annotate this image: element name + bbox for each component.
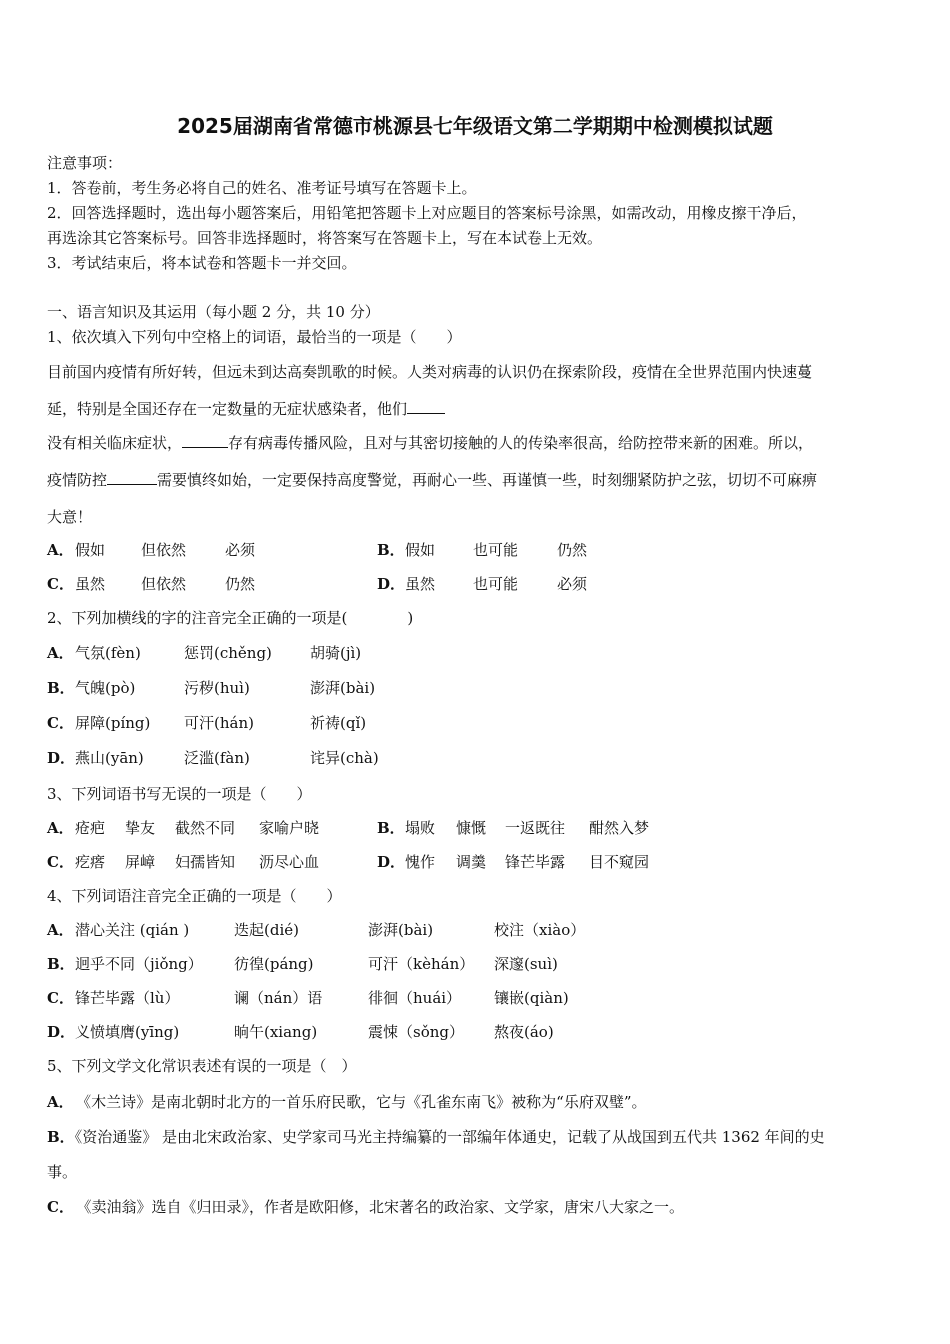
option-label: D． <box>47 1023 76 1041</box>
option-word: 必须 <box>225 541 256 559</box>
option-item: 挚友 <box>125 819 156 837</box>
option-item: 徘徊（huái） <box>368 989 462 1007</box>
q1-passage-text: 延，特别是全国还存在一定数量的无症状感染者，他们 <box>47 400 408 418</box>
option-item: 惩罚(chěng) <box>184 644 272 662</box>
option-item: 震悚（sǒng） <box>368 1023 464 1041</box>
option-text: 《木兰诗》是南北朝时北方的一首乐府民歌，它与《孔雀东南飞》被称为“乐府双璧”。 <box>83 1093 647 1111</box>
option-item: 屏障(píng) <box>75 714 151 732</box>
option-item: 调羹 <box>456 853 487 871</box>
option-item: 深邃(suì) <box>494 955 558 973</box>
q1-passage-line-1: 目前国内疫情有所好转，但远未到达高奏凯歌的时候。人类对病毒的认识仍在探索阶段，疫情在全世界范围内快速蔓 <box>47 363 813 381</box>
option-label: C． <box>47 575 74 593</box>
option-item: 气氛(fèn) <box>75 644 141 662</box>
option-label: B． <box>47 679 75 697</box>
option-item: 锋芒毕露（lù） <box>75 989 180 1007</box>
option-item: 污秽(huì) <box>184 679 250 697</box>
option-item: 彷徨(páng) <box>234 955 314 973</box>
option-word: 也可能 <box>473 575 519 593</box>
answer-blank-3 <box>107 470 157 485</box>
page-title: 2025届湖南省常德市桃源县七年级语文第二学期期中检测模拟试题 <box>177 114 773 138</box>
q5-option-b <box>47 1127 906 1147</box>
option-item: 迭起(dié) <box>234 921 299 939</box>
option-word: 假如 <box>75 541 106 559</box>
option-item: 一返既往 <box>505 819 566 837</box>
q1-passage-line-5: 大意！ <box>47 508 93 526</box>
option-word: 虽然 <box>405 575 436 593</box>
option-word: 仍然 <box>225 575 256 593</box>
q5-option-c <box>47 1197 906 1217</box>
option-word: 也可能 <box>473 541 519 559</box>
option-label: D． <box>47 749 76 767</box>
option-text: 《资治通鉴》 是由北宋政治家、史学家司马光主持编纂的一部编年体通史，记载了从战国到五代共 1362 年间的史 <box>74 1128 825 1146</box>
option-item: 晌午(xiang) <box>234 1023 318 1041</box>
notice-item-2-cont: 再选涂其它答案标号。回答非选择题时，将答案写在答题卡上，写在本试卷上无效。 <box>47 229 603 247</box>
option-item: 泛滥(fàn) <box>184 749 250 767</box>
q3-stem: 3、下列词语书写无误的一项是（ ） <box>47 785 312 803</box>
option-label: A． <box>47 1093 74 1111</box>
option-item: 疮疤 <box>75 819 106 837</box>
option-item: 校注（xiào） <box>494 921 586 939</box>
q2-stem: 2、下列加横线的字的注音完全正确的一项是( ) <box>47 609 414 627</box>
option-item: 义愤填膺(yīng) <box>75 1023 180 1041</box>
option-label: B． <box>47 1128 75 1146</box>
option-word: 但依然 <box>141 541 187 559</box>
option-item: 锋芒毕露 <box>505 853 566 871</box>
q1-passage-text: 没有相关临床症状， <box>47 434 183 452</box>
option-item: 澎湃(bài) <box>368 921 434 939</box>
q1-passage-line-3 <box>47 433 906 453</box>
option-item: 熬夜(áo) <box>494 1023 554 1041</box>
option-word: 但依然 <box>141 575 187 593</box>
notice-heading: 注意事项： <box>47 154 123 172</box>
option-item: 慷慨 <box>456 819 487 837</box>
q1-passage-line-2 <box>47 399 906 419</box>
option-item: 迥乎不同（jiǒng） <box>75 955 203 973</box>
option-label: C． <box>47 989 74 1007</box>
option-label: D． <box>377 853 406 871</box>
q5-option-a <box>47 1092 906 1112</box>
option-item: 截然不同 <box>175 819 236 837</box>
option-item: 谰（nán）语 <box>234 989 323 1007</box>
option-label: A． <box>47 921 74 939</box>
option-item: 镶嵌(qiàn) <box>494 989 569 1007</box>
option-item: 诧异(chà) <box>310 749 379 767</box>
q5-stem: 5、下列文学文化常识表述有误的一项是（ ） <box>47 1057 357 1075</box>
option-item: 沥尽心血 <box>259 853 320 871</box>
option-item: 塌败 <box>405 819 436 837</box>
option-item: 妇孺皆知 <box>175 853 236 871</box>
option-item: 酣然入梦 <box>589 819 650 837</box>
q1-stem: 1、依次填入下列句中空格上的词语，最恰当的一项是（ ） <box>47 328 462 346</box>
option-item: 燕山(yān) <box>75 749 144 767</box>
option-label: B． <box>377 819 405 837</box>
notice-item-1: 1．答卷前，考生务必将自己的姓名、准考证号填写在答题卡上。 <box>47 179 477 197</box>
q1-passage-text: 需要慎终如始，一定要保持高度警觉，再耐心一些、再谨慎一些，时刻绷紧防护之弦，切切不可麻痹 <box>157 471 818 489</box>
notice-item-2: 2．回答选择题时，选出每小题答案后，用铅笔把答题卡上对应题目的答案标号涂黑，如需改动，用橡皮擦干净后， <box>47 204 807 222</box>
option-label: C． <box>47 853 74 871</box>
option-word: 必须 <box>557 575 588 593</box>
option-item: 可汗(hán) <box>184 714 254 732</box>
option-item: 家喻户晓 <box>259 819 320 837</box>
q4-stem: 4、下列词语注音完全正确的一项是（ ） <box>47 887 342 905</box>
option-text: 《卖油翁》选自《归田录》，作者是欧阳修，北宋著名的政治家、文学家，唐宋八大家之一。 <box>83 1198 684 1216</box>
option-item: 疙瘩 <box>75 853 106 871</box>
option-label: B． <box>47 955 75 973</box>
option-item: 胡骑(jì) <box>310 644 362 662</box>
option-label: A． <box>47 644 74 662</box>
option-item: 目不窥园 <box>589 853 650 871</box>
q1-passage-line-4 <box>47 470 906 490</box>
option-item: 澎湃(bài) <box>310 679 376 697</box>
option-item: 气魄(pò) <box>75 679 136 697</box>
section-heading: 一、语言知识及其运用（每小题 2 分，共 10 分） <box>47 303 380 321</box>
option-label: A． <box>47 541 74 559</box>
option-label: D． <box>377 575 406 593</box>
q1-passage-text: 存有病毒传播风险，且对与其密切接触的人的传染率很高，给防控带来新的困难。所以， <box>228 434 814 452</box>
option-item: 可汗（kèhán） <box>368 955 475 973</box>
option-word: 假如 <box>405 541 436 559</box>
option-item: 屏嶂 <box>125 853 156 871</box>
q1-passage-text: 疫情防控 <box>47 471 108 489</box>
option-item: 愧作 <box>405 853 436 871</box>
option-item: 潜心关注 (qián ) <box>75 921 190 939</box>
answer-blank-2 <box>182 433 228 448</box>
option-label: C． <box>47 1198 74 1216</box>
option-word: 仍然 <box>557 541 588 559</box>
option-item: 祈祷(qǐ) <box>310 714 367 732</box>
option-label: A． <box>47 819 74 837</box>
q5-option-b-cont: 事。 <box>47 1163 78 1181</box>
notice-item-3: 3．考试结束后，将本试卷和答题卡一并交回。 <box>47 254 357 272</box>
option-label: B． <box>377 541 405 559</box>
option-word: 虽然 <box>75 575 106 593</box>
option-label: C． <box>47 714 74 732</box>
answer-blank-1 <box>407 399 445 414</box>
